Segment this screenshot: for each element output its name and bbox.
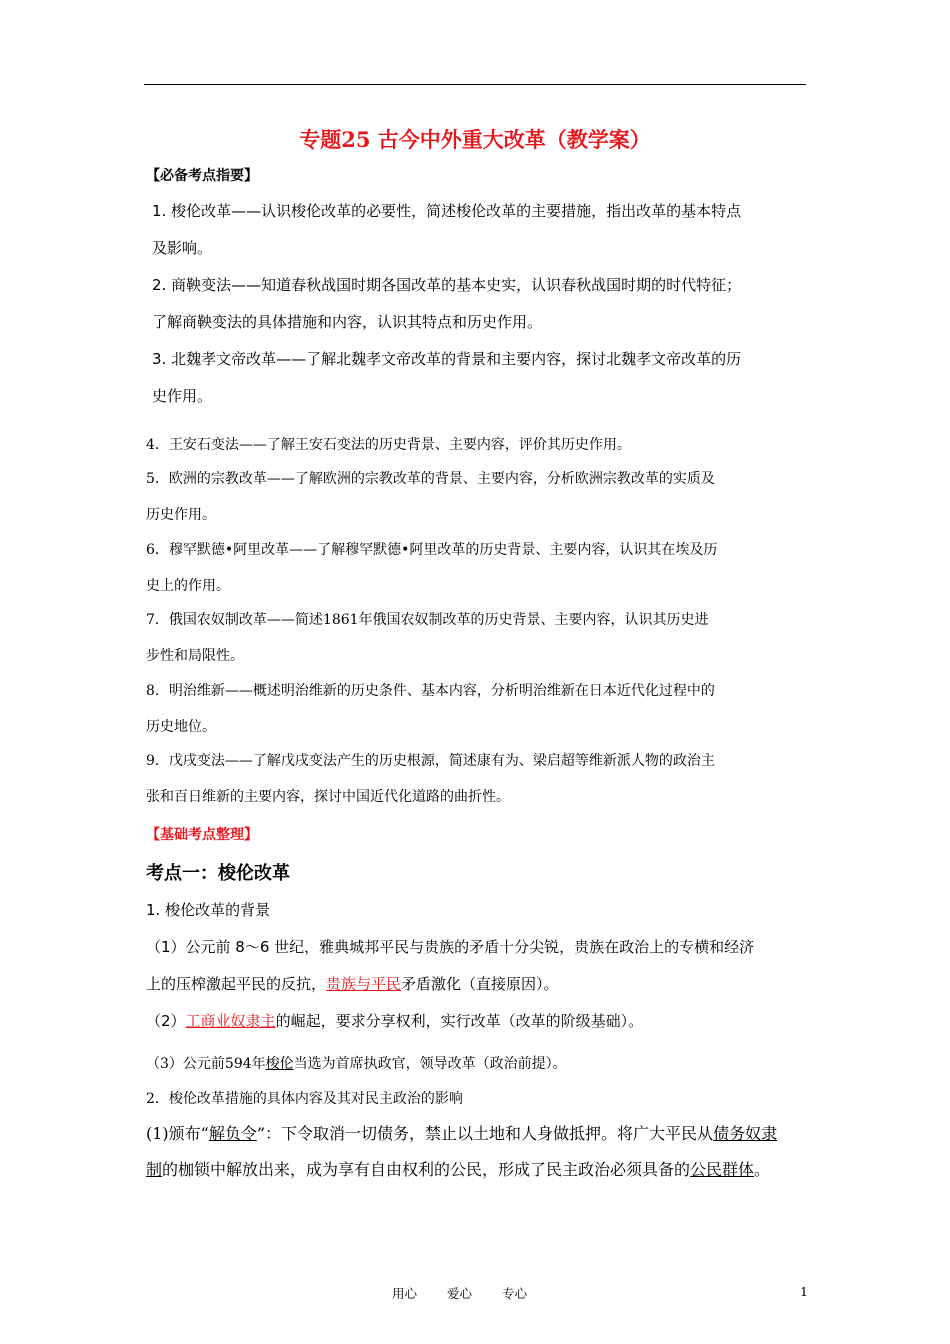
m1-text-a: (1)颁布“ <box>146 1124 209 1143</box>
measures-m1-line-2 <box>146 1157 770 1180</box>
m1-underlined: 解负令 <box>208 1124 257 1143</box>
footer-word-2: 爱心 <box>447 1286 473 1301</box>
page-number: 1 <box>800 1284 808 1299</box>
m2-text-b: 。 <box>754 1160 771 1179</box>
item-9-line-2: 张和百日维新的主要内容，探讨中国近代化道路的曲折性。 <box>146 789 510 805</box>
item-7-line-1: 7．俄国农奴制改革——简述1861年俄国农奴制改革的历史背景、主要内容，认识其历史进 <box>146 612 709 628</box>
m2-underlined-2: 公民群体 <box>690 1160 755 1179</box>
item-9-line-1: 9．戊戌变法——了解戊戌变法产生的历史根源，简述康有为、梁启超等维新派人物的政治主 <box>146 753 715 769</box>
p2-highlight: 工商业奴隶主 <box>185 1012 276 1030</box>
p1-highlight: 贵族与平民 <box>326 975 402 993</box>
measures-m1-line-1 <box>146 1121 777 1144</box>
background-p1-line-2 <box>146 973 559 994</box>
page-footer <box>392 1284 553 1302</box>
section-header-essentials: 【必备考点指要】 <box>146 168 258 184</box>
item-6-line-1: 6．穆罕默德•阿里改革——了解穆罕默德•阿里改革的历史背景、主要内容，认识其在埃及历 <box>146 542 718 558</box>
section-header-basics: 【基础考点整理】 <box>146 827 258 843</box>
item-2-line-1: 2. 商鞅变法——知道春秋战国时期各国改革的基本史实，认识春秋战国时期的时代特征； <box>152 276 742 294</box>
p2-text-a: （2） <box>146 1012 186 1030</box>
page-title: 专题25 古今中外重大改革（教学案） <box>299 127 651 152</box>
header-rule <box>144 84 806 85</box>
m2-text-a: 的枷锁中解放出来，成为享有自由权利的公民，形成了民主政治必须具备的 <box>162 1160 691 1179</box>
footer-word-3: 专心 <box>502 1286 528 1301</box>
background-p1-line-1: （1）公元前 8～6 世纪，雅典城邦平民与贵族的矛盾十分尖锐，贵族在政治上的专横和经济 <box>146 938 755 956</box>
item-7-line-2: 步性和局限性。 <box>146 648 244 664</box>
footer-word-1: 用心 <box>392 1286 418 1301</box>
item-8-line-2: 历史地位。 <box>146 719 216 735</box>
item-5-line-2: 历史作用。 <box>146 507 216 523</box>
item-2-line-2: 了解商鞅变法的具体措施和内容，认识其特点和历史作用。 <box>152 313 543 331</box>
item-5-line-1: 5．欧洲的宗教改革——了解欧洲的宗教改革的背景、主要内容，分析欧洲宗教改革的实质及 <box>146 471 715 487</box>
item-3-line-1: 3. 北魏孝文帝改革——了解北魏孝文帝改革的背景和主要内容，探讨北魏孝文帝改革的历 <box>152 350 742 368</box>
m1-underlined-2: 债务奴隶 <box>713 1124 778 1143</box>
p2-text-b: 的崛起，要求分享权利，实行改革（改革的阶级基础）。 <box>275 1012 644 1030</box>
background-p2 <box>146 1010 643 1031</box>
p3-text-b: 当选为首席执政官，领导改革（政治前提）。 <box>293 1056 567 1072</box>
item-3-line-2: 史作用。 <box>152 387 213 405</box>
item-8-line-1: 8．明治维新——概述明治维新的历史条件、基本内容，分析明治维新在日本近代化过程中的 <box>146 683 715 699</box>
item-6-line-2: 史上的作用。 <box>146 578 230 594</box>
item-1-line-1: 1. 梭伦改革——认识梭伦改革的必要性，简述梭伦改革的主要措施，指出改革的基本特点 <box>152 202 742 220</box>
m1-text-b: ”：下令取消一切债务，禁止以土地和人身做抵押。将广大平民从 <box>256 1124 714 1143</box>
background-p3 <box>146 1053 567 1073</box>
p3-text-a: （3）公元前594年 <box>146 1056 266 1072</box>
item-1-line-2: 及影响。 <box>152 239 213 257</box>
item-4-line-1: 4．王安石变法——了解王安石变法的历史背景、主要内容，评价其历史作用。 <box>146 437 631 453</box>
p3-underlined: 梭伦 <box>265 1056 294 1072</box>
background-title: 1. 梭伦改革的背景 <box>146 901 271 919</box>
measures-title: 2．梭伦改革措施的具体内容及其对民主政治的影响 <box>146 1091 463 1107</box>
m2-underlined: 制 <box>146 1160 163 1179</box>
key-point-1-title: 考点一：梭伦改革 <box>146 863 290 884</box>
p1-text-a: 上的压榨激起平民的反抗， <box>146 975 327 993</box>
p1-text-b: 矛盾激化（直接原因）。 <box>401 975 559 993</box>
